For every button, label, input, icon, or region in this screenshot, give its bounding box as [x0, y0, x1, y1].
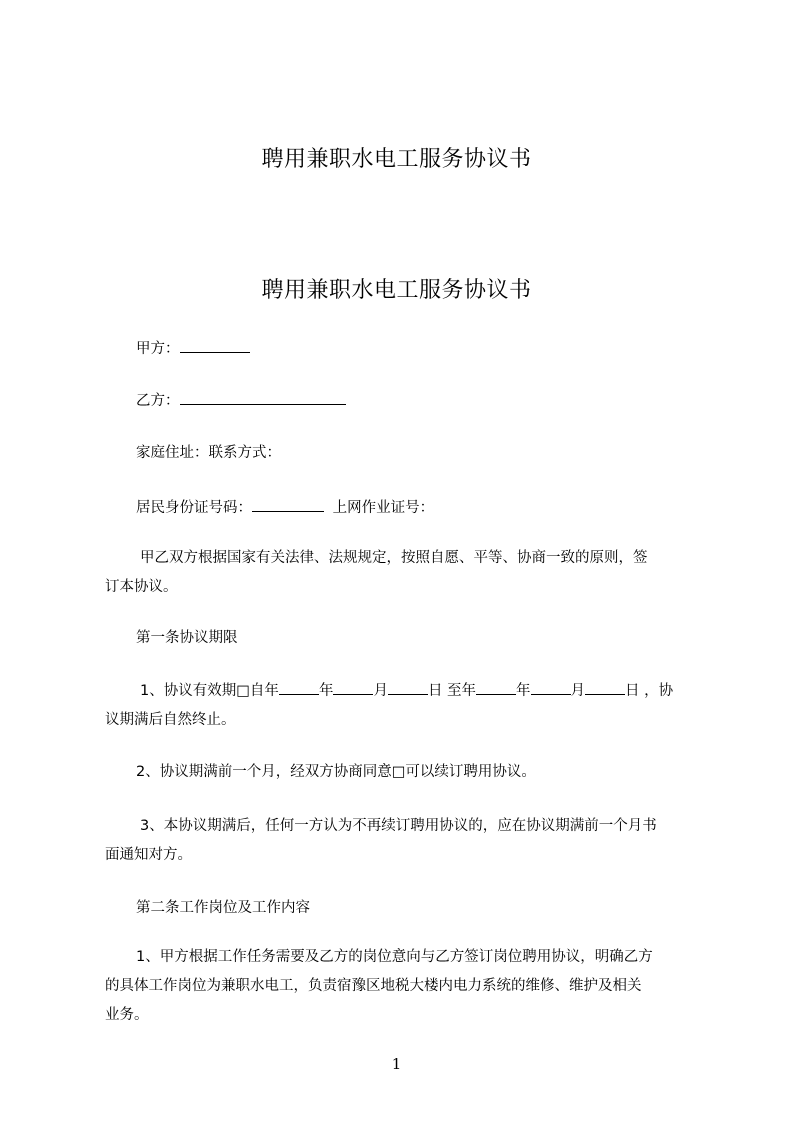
- party-b-blank: [180, 390, 346, 405]
- a1-item-3: [105, 812, 657, 870]
- a1-item-1-part: 月: [373, 683, 388, 699]
- net-label: 上网作业证号：: [332, 500, 435, 516]
- intro-line-2: 订本协议。: [105, 579, 178, 595]
- a2-item-1-line-3: 业务。: [105, 1007, 149, 1023]
- a1-item-1-part: 年: [516, 683, 531, 699]
- a1-item-2: 2、协议期满前一个月，经双方协商同意□可以续订聘用协议。: [136, 764, 536, 780]
- article-1-title: 第一条协议期限: [136, 630, 238, 646]
- a2-item-1-line-2: 的具体工作岗位为兼职水电工，负责宿豫区地税大楼内电力系统的维修、维护及相关: [105, 978, 642, 994]
- day-blank: [388, 680, 428, 695]
- id-line: [136, 497, 434, 518]
- a1-item-1: [105, 677, 674, 735]
- article-2-title: 第二条工作岗位及工作内容: [136, 900, 310, 916]
- day-blank: [585, 680, 625, 695]
- party-a-blank: [180, 338, 250, 353]
- a1-item-3-line-2: 面通知对方。: [105, 847, 192, 863]
- a1-item-1-part: 日 至年: [427, 683, 477, 699]
- year-blank: [476, 680, 516, 695]
- page-number: 1: [391, 1055, 402, 1073]
- a1-item-1-part: 日 ，协: [625, 683, 674, 699]
- month-blank: [333, 680, 373, 695]
- id-blank: [252, 497, 324, 512]
- party-b-line: [136, 390, 346, 411]
- a1-item-1-line-2: 议期满后自然终止。: [105, 712, 236, 728]
- a1-item-1-part: 年: [318, 683, 334, 699]
- a1-item-3-line-1: 3、本协议期满后，任何一方认为不再续订聘用协议的，应在协议期满前一个月书: [140, 818, 657, 834]
- intro-paragraph: [105, 544, 648, 602]
- intro-line-1: 甲乙双方根据国家有关法律、法规规定，按照自愿、平等、协商一致的原则，签: [140, 550, 648, 566]
- address-label: 家庭住址：联系方式：: [136, 445, 281, 461]
- address-line: [136, 443, 281, 463]
- month-blank: [531, 680, 571, 695]
- party-a-label: 甲方：: [136, 341, 180, 357]
- a2-item-1: [105, 943, 653, 1030]
- year-blank: [279, 680, 319, 695]
- document-title: 聘用兼职水电工服务协议书: [261, 278, 532, 303]
- party-b-label: 乙方：: [136, 393, 180, 409]
- a1-item-1-part: 月: [570, 683, 586, 699]
- a1-item-1-line-1: [136, 677, 673, 706]
- id-label: 居民身份证号码：: [136, 500, 252, 516]
- a1-item-1-part: 1、协议有效期□自年: [140, 683, 279, 699]
- party-a-line: [136, 338, 250, 359]
- document-header-title: 聘用兼职水电工服务协议书: [261, 147, 532, 172]
- a2-item-1-line-1: 1、甲方根据工作任务需要及乙方的岗位意向与乙方签订岗位聘用协议，明确乙方: [136, 949, 653, 965]
